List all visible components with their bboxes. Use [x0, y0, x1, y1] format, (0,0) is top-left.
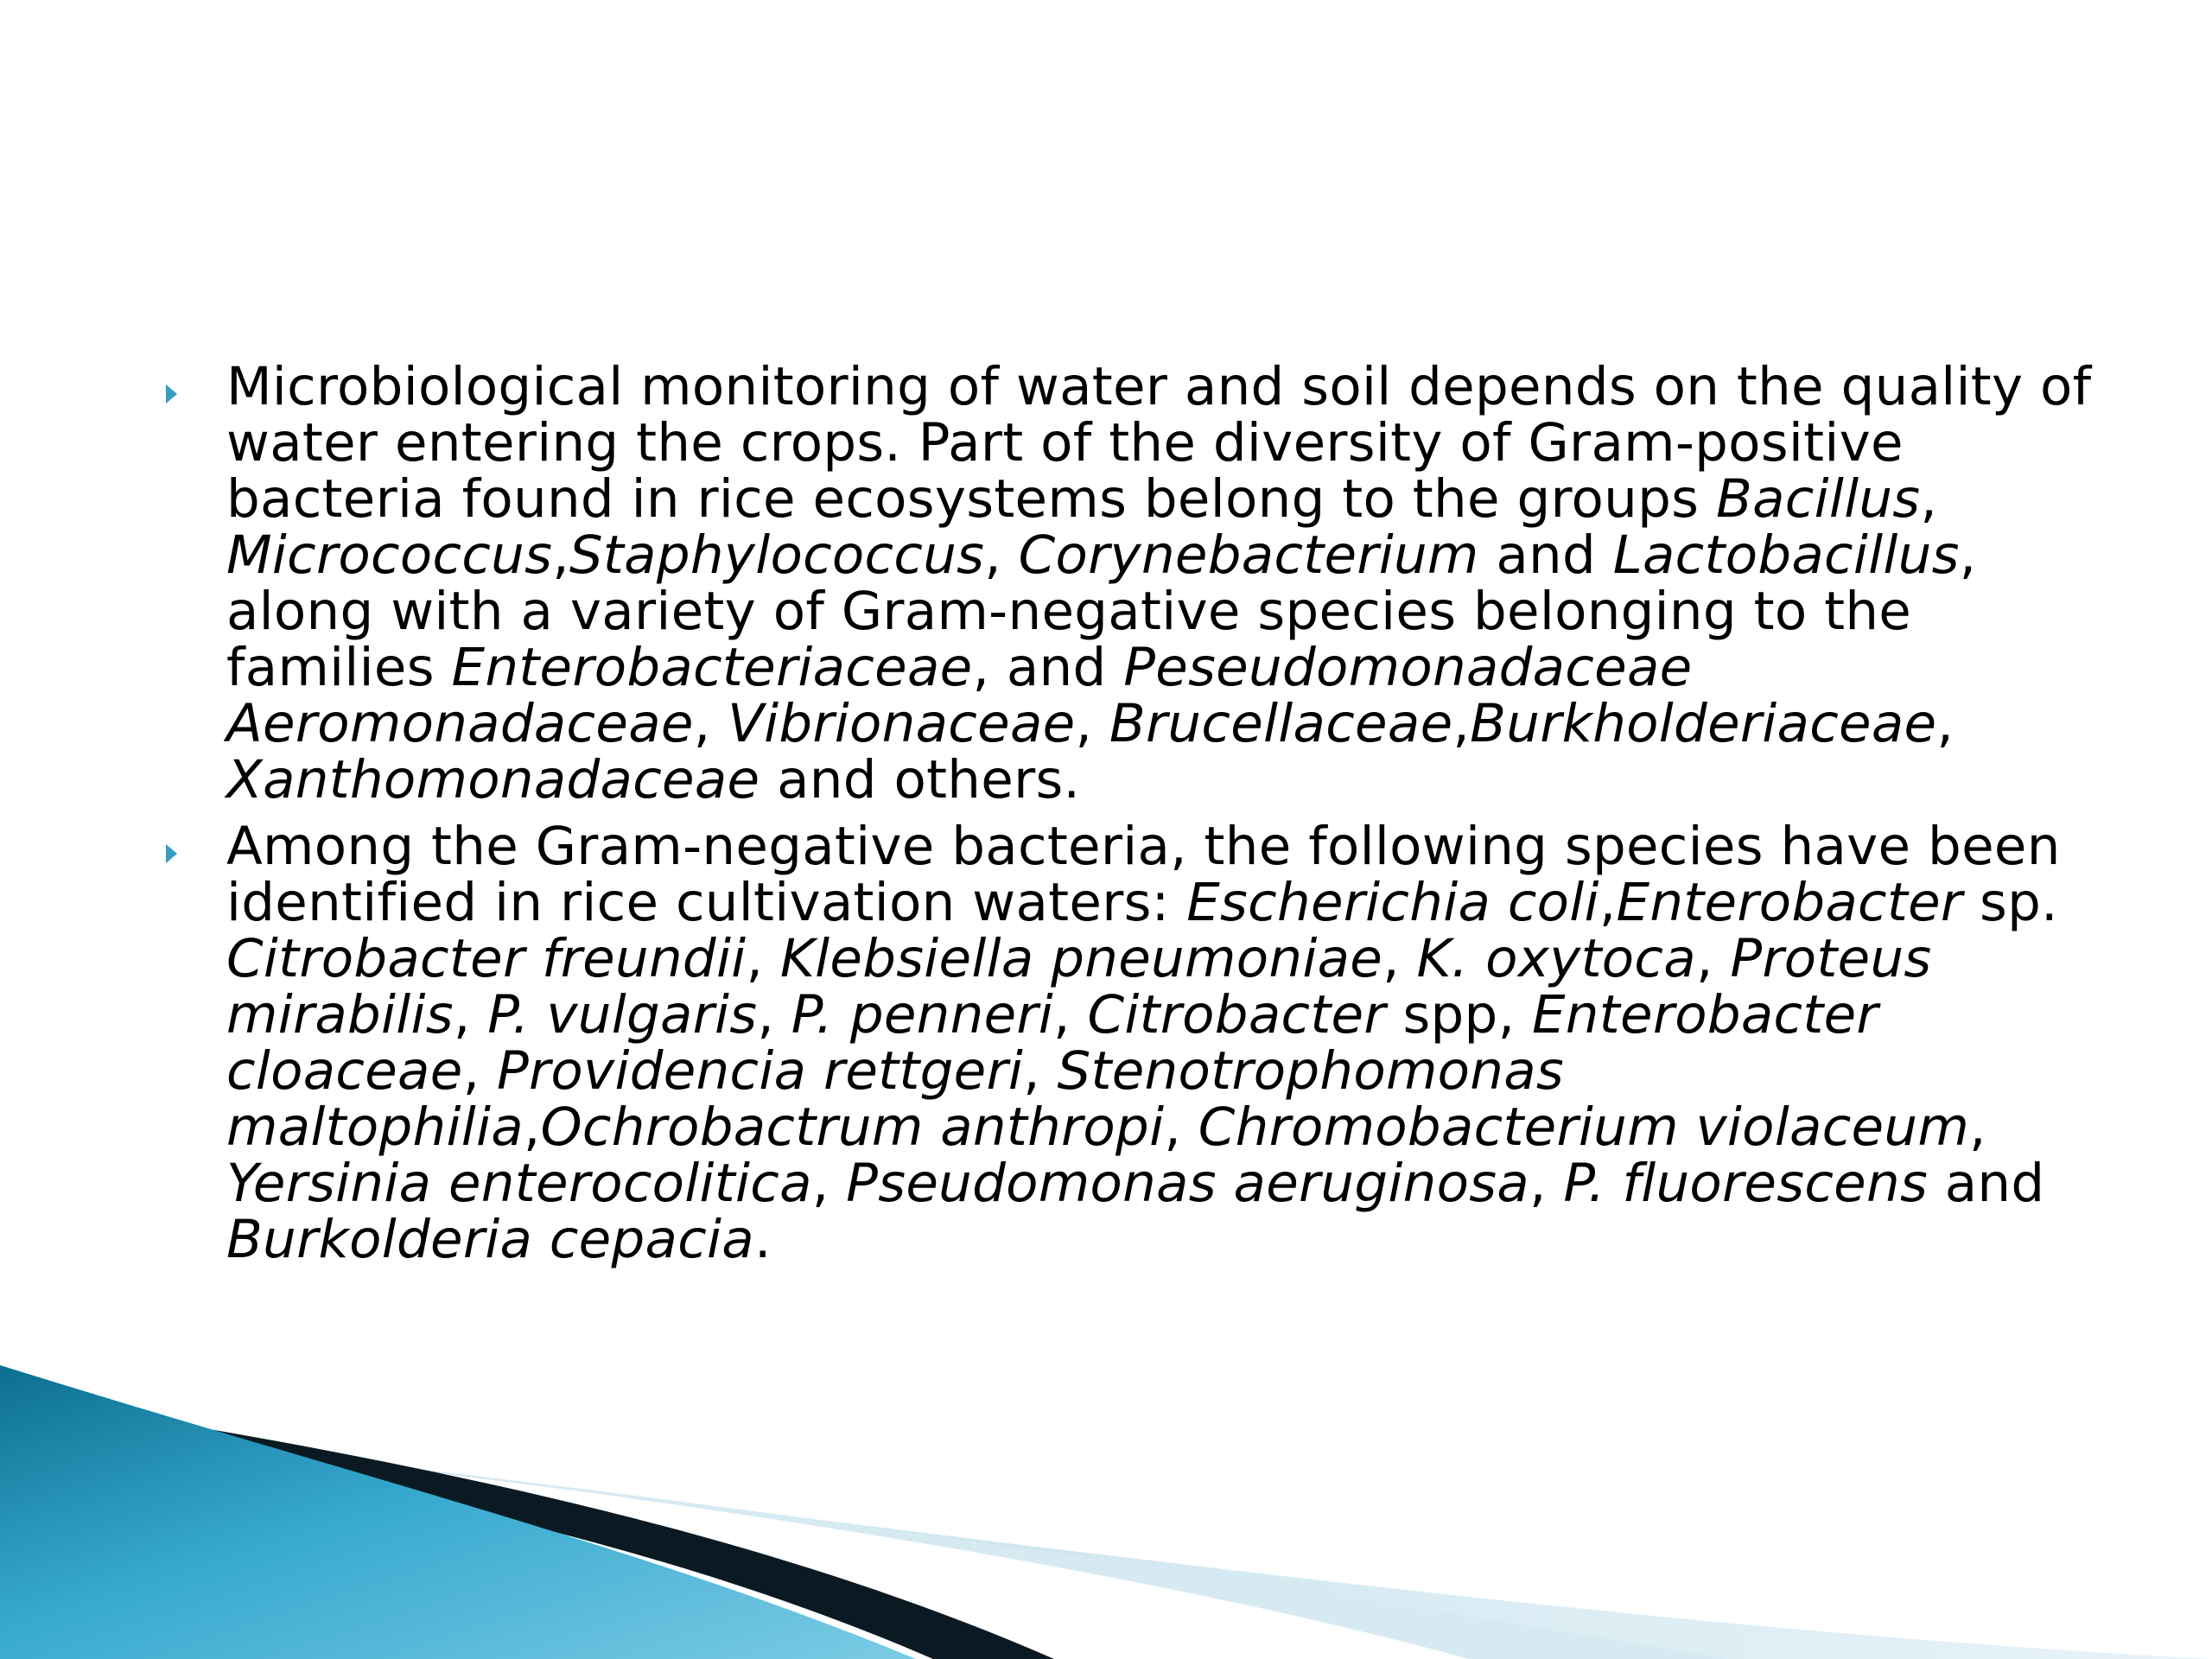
text-run: , [1920, 468, 1955, 530]
species-name: Corynebacterium [1018, 524, 1479, 586]
species-name: Staphylococcus [569, 524, 985, 586]
species-name: Enterobacter [1616, 872, 1963, 933]
text-run: , and [972, 637, 1124, 698]
text-run: , [1969, 1096, 2004, 1158]
species-name: Peseudomonadaceae Aeromonadaceae [226, 637, 1693, 754]
text-run: and [1478, 524, 1613, 586]
text-run: spp, [1385, 984, 1532, 1046]
species-name: Enterobacter cloaceae [226, 984, 1878, 1102]
text-run: , [1023, 1040, 1058, 1102]
text-run: , [462, 1040, 497, 1102]
swoosh-teal-band [0, 1365, 916, 1659]
text-run: , [757, 984, 791, 1046]
text-run: , [746, 928, 780, 989]
text-run: , [1075, 693, 1109, 754]
species-name: P. vulgaris [487, 984, 758, 1046]
species-name: Escherichia coli [1186, 872, 1599, 933]
text-run: , [1695, 928, 1731, 989]
bullet-item [156, 818, 2108, 1268]
bullet-text [226, 356, 2109, 810]
text-run: and others. [760, 749, 1081, 810]
text-run: sp. [1962, 872, 2075, 933]
text-run: , [1599, 872, 1617, 933]
text-run: , [453, 984, 488, 1046]
species-name: Brucellaceae [1109, 693, 1453, 754]
text-run: , [1529, 1153, 1564, 1214]
species-name: Klebsiella pneumoniae [779, 928, 1383, 989]
text-run: , [693, 693, 728, 754]
species-name: Micrococcus [226, 524, 553, 586]
species-name: Ochrobactrum anthropi [540, 1096, 1165, 1158]
decorative-swoosh [0, 1365, 2212, 1659]
species-name: P. fluorescens [1563, 1153, 1929, 1214]
text-run: , [1382, 928, 1417, 989]
species-name: Burkolderia cepacia [226, 1209, 754, 1270]
bullet-item [156, 356, 2109, 810]
text-run: , [811, 1153, 847, 1214]
species-name: Xanthomonadaceae [226, 749, 760, 810]
species-name: Enterobacteriaceae [451, 637, 973, 698]
species-name: Yersinia enterocolitica [226, 1153, 812, 1214]
text-run: , [1936, 693, 1971, 754]
species-name: Vibrionaceae [728, 693, 1076, 754]
text-run: , [523, 1096, 541, 1158]
text-run: , [1053, 984, 1088, 1046]
species-name: K. oxytoca [1416, 928, 1696, 989]
species-name: Chromobacterium violaceum [1198, 1096, 1970, 1158]
text-run: , along with a variety of Gram-negative species belonging to the families [226, 524, 1994, 698]
text-run: and [1928, 1153, 2063, 1214]
species-name: Proteus mirabilis [226, 928, 1932, 1046]
text-run: , [552, 524, 569, 586]
species-name: P. penneri [791, 984, 1054, 1046]
species-name: Providencia rettgeri [496, 1040, 1024, 1102]
species-name: Burkholderiaceae [1470, 693, 1937, 754]
text-run: Among the Gram-negative bacteria, the following species have been identified in rice cultivation waters: [226, 816, 2078, 933]
triangle-right-icon [166, 844, 177, 863]
text-run: , [1164, 1096, 1198, 1158]
species-name: Citrobacter freundii [226, 928, 747, 989]
slide-body [156, 356, 2109, 1278]
species-name: Pseudomonas aeruginosa [846, 1153, 1529, 1214]
species-name: Citrobacter [1087, 984, 1386, 1046]
text-run: , [1452, 693, 1471, 754]
text-run: . [753, 1209, 772, 1270]
species-name: Bacillus [1715, 468, 1921, 530]
bullet-text [226, 818, 2108, 1268]
text-run: , [984, 524, 1019, 586]
triangle-right-icon [166, 385, 177, 404]
text-run: Microbiological monitoring of water and soil depends on the quality of water entering the crops. Part of the diversity of Gram-positive bacteria found in rice ecosystems belong to the groups [226, 356, 2109, 530]
species-name: Stenotrophomonas maltophilia [226, 1040, 1565, 1158]
species-name: Lactobacillus [1612, 524, 1960, 586]
